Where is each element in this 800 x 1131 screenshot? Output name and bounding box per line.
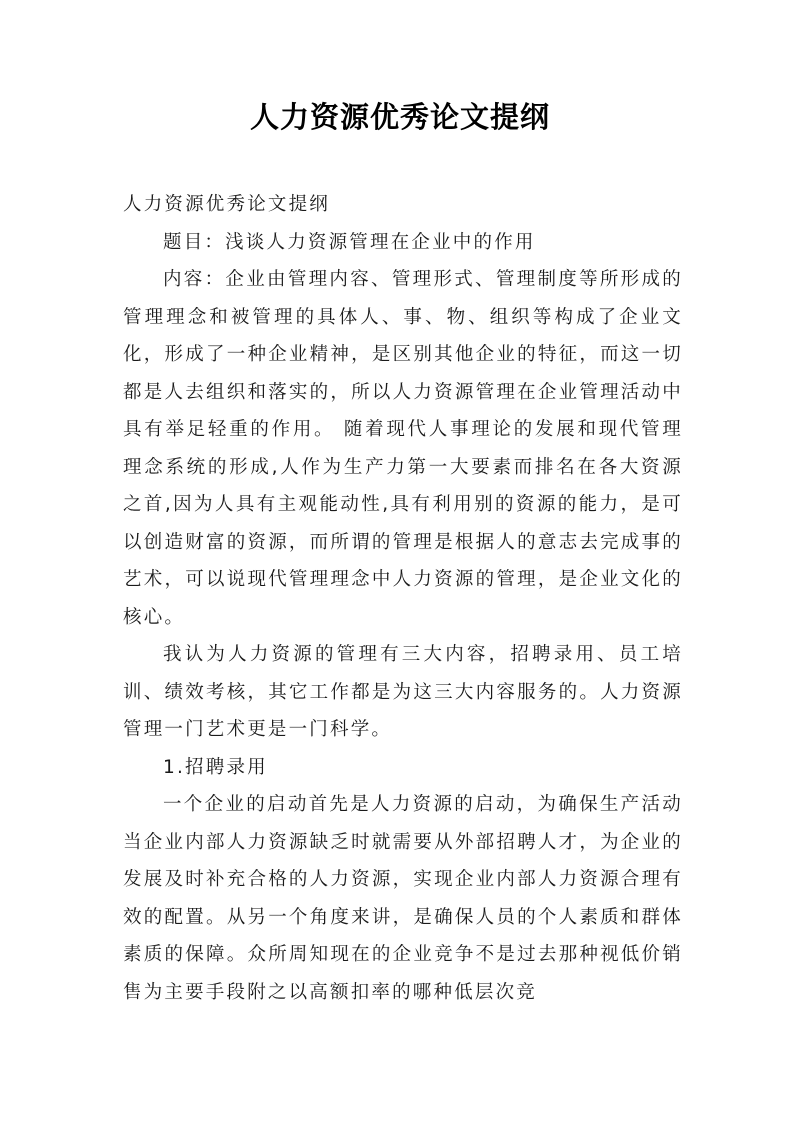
section-heading-recruitment: 1.招聘录用: [163, 756, 268, 778]
document-body: [123, 186, 683, 1011]
document-title: 人力资源优秀论文提纲: [249, 100, 550, 134]
paragraph-topic: 题目：浅谈人力资源管理在企业中的作用: [163, 231, 536, 253]
paragraph-heading: 人力资源优秀论文提纲: [123, 194, 331, 215]
paragraph-three-contents: 我认为人力资源的管理有三大内容，招聘录用、员工培训、绩效考核，其它工作都是为这三大内容服务的。人力资源管理一门艺术更是一门科学。: [123, 644, 683, 740]
paragraph-content: 内容：企业由管理内容、管理形式、管理制度等所形成的管理理念和被管理的具体人、事、物、组织等构成了企业文化，形成了一种企业精神，是区别其他企业的特征，而这一切都是人去组织和落实的，所以人力资源管理在企业管理活动中具有举足轻重的作用。 随着现代人事理论的发展和现代管理理念系统的形成,人作为生产力第一大要素而排名在各大资源之首,因为人具有主观能动性,具有利用别的资源的能力，是可以创造财富的资源，而所谓的管理是根据人的意志去完成事的艺术，可以说现代管理理念中人力资源的管理，是企业文化的核心。: [123, 269, 683, 628]
paragraph-recruitment: 一个企业的启动首先是人力资源的启动，为确保生产活动当企业内部人力资源缺乏时就需要从外部招聘人才，为企业的发展及时补充合格的人力资源，实现企业内部人力资源合理有效的配置。从另一个角度来讲，是确保人员的个人素质和群体素质的保障。众所周知现在的企业竞争不是过去那种视低价销售为主要手段附之以高额扣率的哪种低层次竞: [123, 794, 683, 1003]
